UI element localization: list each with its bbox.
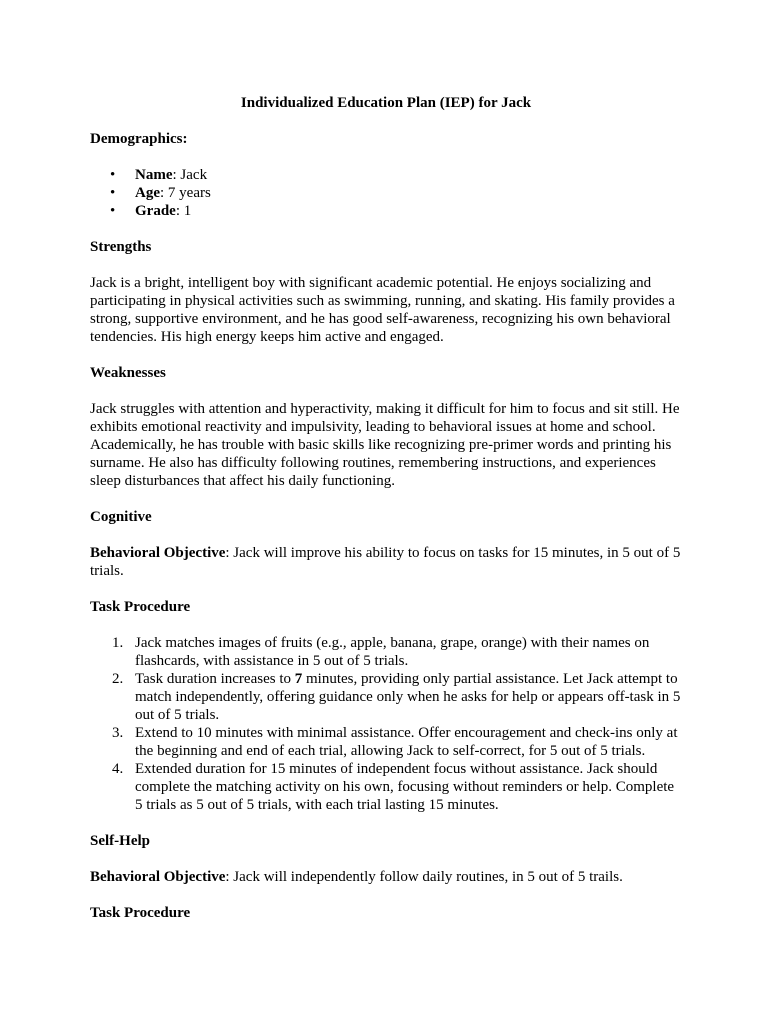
bullet-icon: •: [110, 167, 116, 183]
demographics-item-age: [90, 184, 682, 202]
bullet-icon: •: [110, 203, 116, 219]
separator: :: [160, 185, 168, 201]
demographics-heading: Demographics:: [90, 131, 188, 147]
objective-label: Behavioral Objective: [90, 545, 226, 561]
demographics-value: Jack: [180, 167, 208, 183]
step-text: Extended duration for 15 minutes of independent focus without assistance. Jack should complete the matching activity on his own, focusing without reminders or help. Complete 5 trials as 5 out of 5 trials, with each trial lasting 15 minutes.: [135, 761, 675, 813]
step-number: 4.: [112, 761, 124, 777]
demographics-item-name: [90, 166, 682, 184]
cognitive-steps-list: [90, 634, 682, 814]
document-page: [90, 94, 682, 922]
cognitive-heading: Cognitive: [90, 509, 152, 525]
step-number: 1.: [112, 635, 124, 651]
objective-label: Behavioral Objective: [90, 869, 226, 885]
list-item: [90, 760, 682, 814]
step-text: Jack matches images of fruits (e.g., apple, banana, grape, orange) with their names on flashcards, with assistance in 5 out of 5 trials.: [135, 635, 650, 669]
objective-text: : Jack will improve his ability to focus on tasks for 15 minutes, in 5 out of 5 trials.: [90, 545, 681, 579]
step-text: Task duration increases to: [135, 671, 295, 687]
list-item: [90, 670, 682, 724]
step-bold: 7: [294, 671, 303, 687]
strengths-heading: Strengths: [90, 239, 152, 255]
bullet-icon: •: [110, 185, 116, 201]
demographics-list: [90, 166, 682, 220]
demographics-label: Grade: [135, 203, 176, 219]
separator: :: [172, 167, 181, 183]
list-item: [90, 724, 682, 760]
list-item: [90, 634, 682, 670]
demographics-item-grade: [90, 202, 682, 220]
step-text: Extend to 10 minutes with minimal assistance. Offer encouragement and check-ins only at the beginning and end of each trial, allowing Jack to self-correct, for 5 out of 5 trials.: [135, 725, 678, 759]
separator: :: [175, 203, 184, 219]
step-number: 2.: [112, 671, 124, 687]
demographics-value: 1: [183, 203, 192, 219]
cognitive-procedure-heading: Task Procedure: [90, 599, 191, 615]
demographics-label: Name: [135, 167, 173, 183]
step-text-after: minutes, providing only partial assistance. Let Jack attempt to match independently, offering guidance only when he asks for help or appears off-task in 5 out of 5 trials.: [135, 671, 681, 723]
weaknesses-paragraph: Jack struggles with attention and hyperactivity, making it difficult for him to focus and sit still. He exhibits emotional reactivity and impulsivity, leading to behavioral issues at home and school. Academically, he has trouble with basic skills like recognizing pre-primer words and printing his surname. He also has difficulty following routines, remembering instructions, and experiences sleep disturbances that affect his daily functioning.: [90, 401, 680, 489]
cognitive-objective: [90, 544, 682, 580]
objective-text: : Jack will independently follow daily routines, in 5 out of 5 trails.: [225, 869, 623, 885]
step-number: 3.: [112, 725, 124, 741]
weaknesses-heading: Weaknesses: [90, 365, 166, 381]
demographics-value: 7 years: [167, 185, 211, 201]
document-title: Individualized Education Plan (IEP) for Jack: [240, 95, 532, 111]
self-help-procedure-heading: Task Procedure: [90, 905, 191, 921]
demographics-label: Age: [135, 185, 160, 201]
self-help-objective: [90, 868, 682, 886]
strengths-paragraph: Jack is a bright, intelligent boy with significant academic potential. He enjoys socializing and participating in physical activities such as swimming, running, and skating. His family provides a strong, supportive environment, and he has good self-awareness, recognizing his own behavioral tendencies. His high energy keeps him active and engaged.: [90, 275, 675, 345]
self-help-heading: Self-Help: [90, 833, 150, 849]
